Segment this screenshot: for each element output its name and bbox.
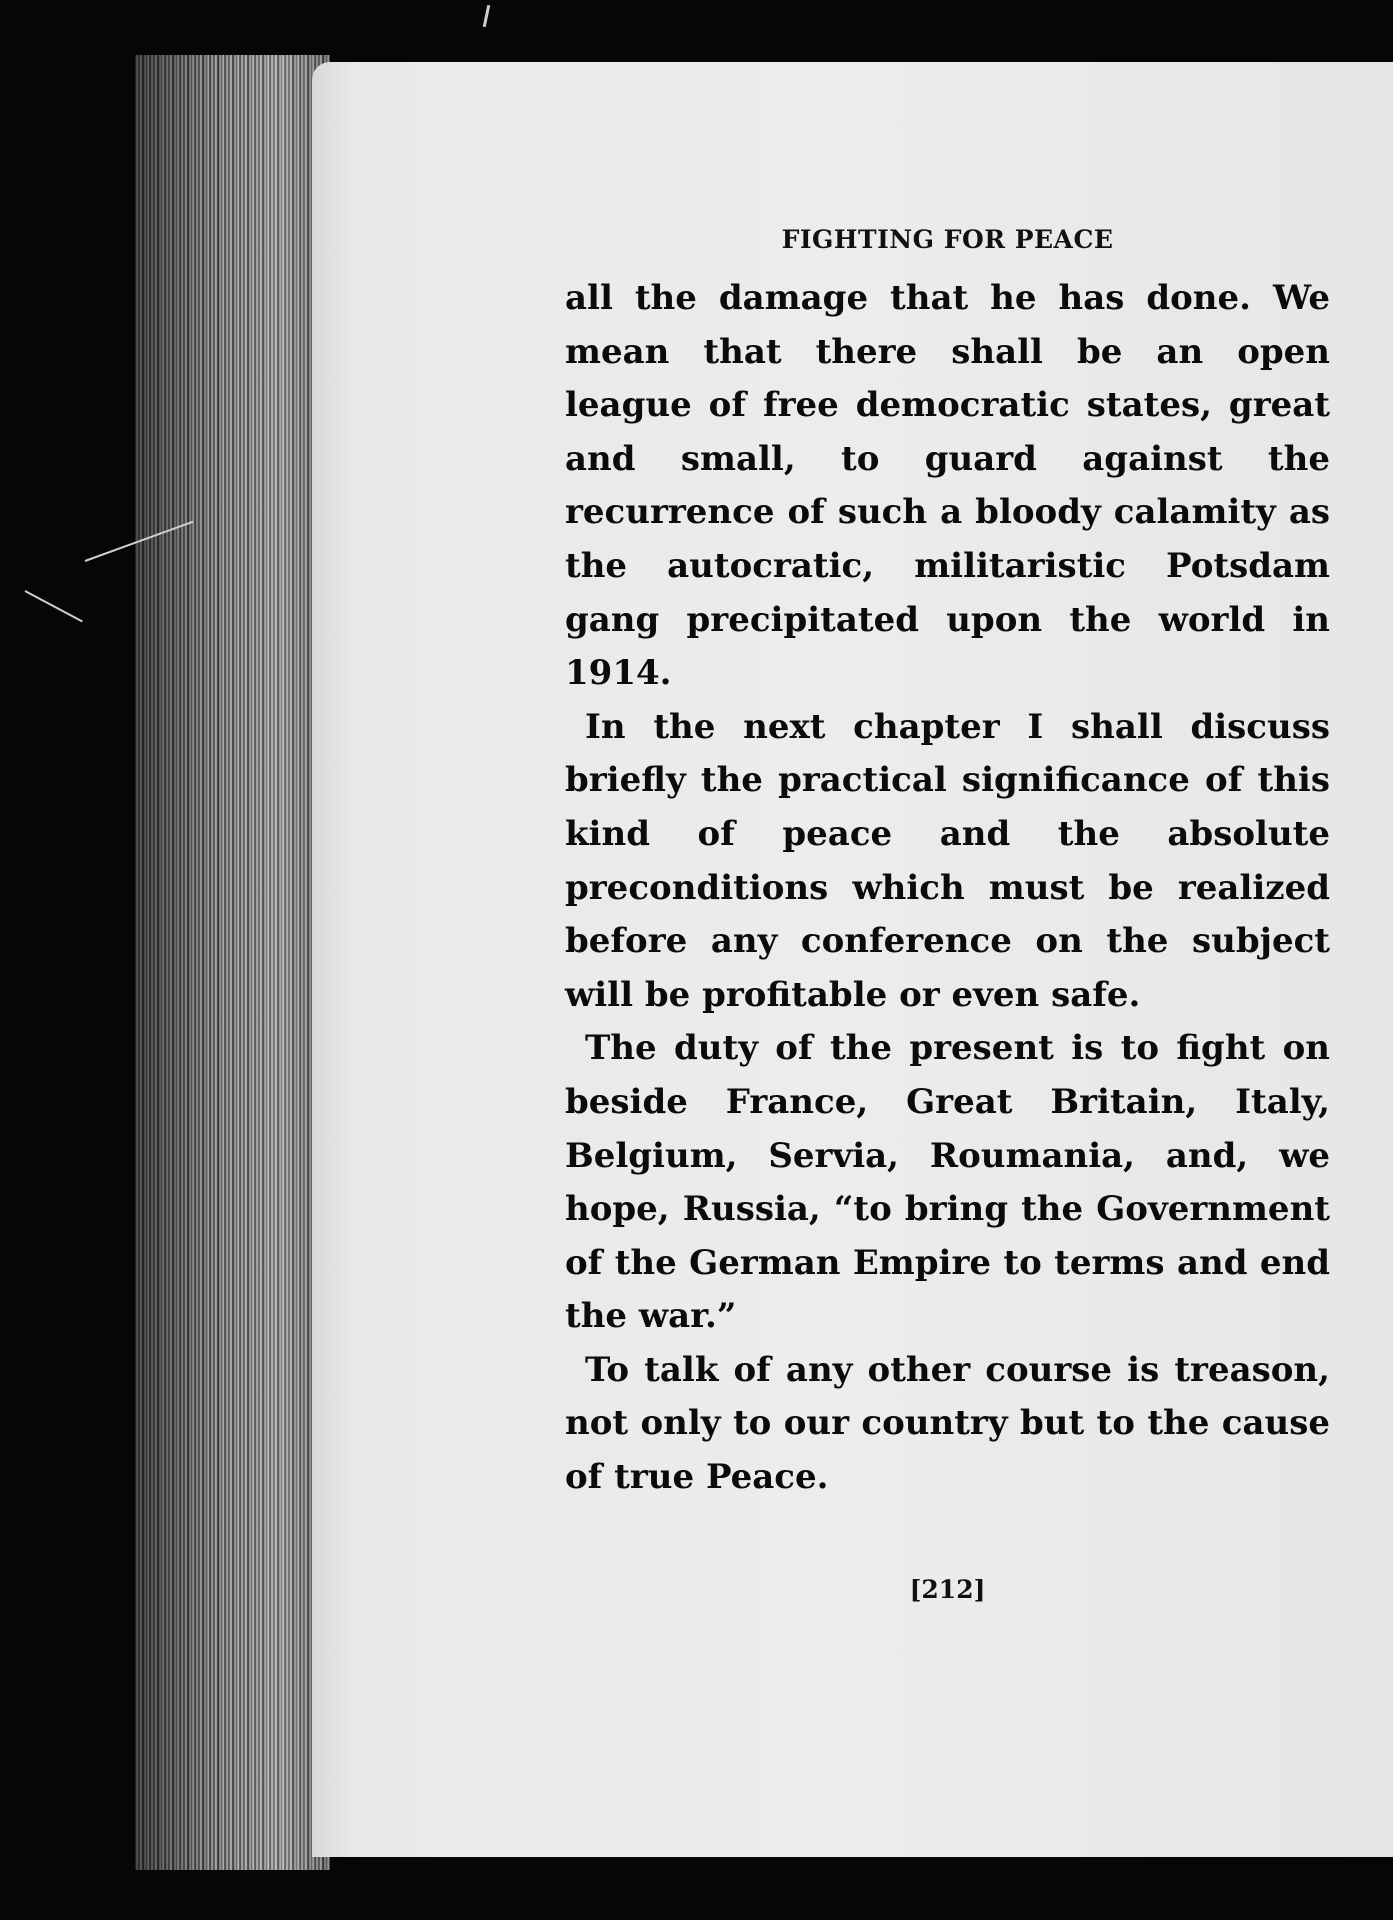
paragraph: all the damage that he has done. We mean that there shall be an open league of free democratic states, great and small, to guard against the recurrence of such a bloody calamity as the autocratic, militaristic Potsdam gang precipitated upon the world in 1914. — [565, 278, 1330, 694]
scan-mark — [483, 5, 491, 27]
paragraph: The duty of the present is to fight on beside France, Great Britain, Italy, Belgium, Servia, Roumania, and, we hope, Russia, “to bring the Government of the German Empire to terms and end the war.” — [565, 1028, 1330, 1337]
paragraph: In the next chapter I shall discuss briefly the practical significance of this kind of peace and the absolute preconditions which must be realized before any conference on the subject will be profitable or even safe. — [565, 706, 1330, 1015]
running-head: FIGHTING FOR PEACE — [781, 225, 1114, 254]
paragraph: To talk of any other course is treason, not only to our country but to the cause of true Peace. — [565, 1349, 1330, 1498]
scan-mark — [25, 590, 83, 622]
page-text-block — [565, 225, 1330, 1505]
page-number: [212] — [909, 1575, 986, 1604]
page-edge-shadow — [135, 55, 330, 1870]
